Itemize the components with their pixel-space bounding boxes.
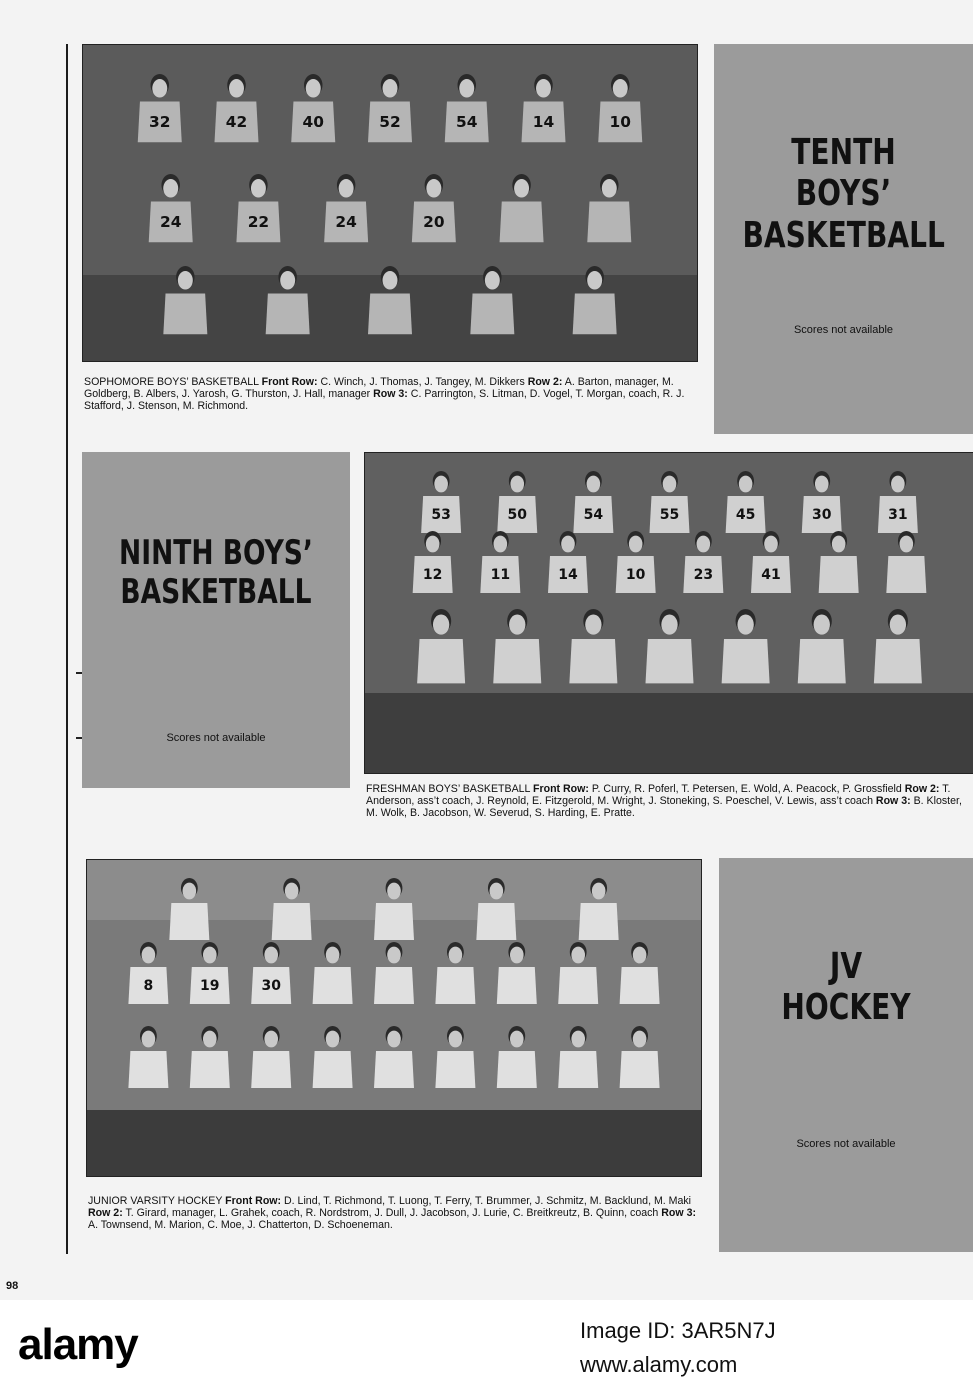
caption-sophomore-basketball xyxy=(84,376,696,412)
jersey-number: 30 xyxy=(812,507,832,523)
jersey-number: 41 xyxy=(761,567,781,583)
section-title-line1: NINTH BOYS’ xyxy=(119,533,313,573)
scores-note: Scores not available xyxy=(793,324,894,336)
caption-row-label: Front Row: xyxy=(533,783,589,795)
caption-row-names: B. Kloster, M. Wolk, B. Jacobson, W. Severud, S. Harding, E. Pratte. xyxy=(366,795,962,819)
caption-row-label: Front Row: xyxy=(225,1195,282,1207)
jersey-number: 55 xyxy=(659,507,680,523)
caption-row-label: Row 3: xyxy=(661,1207,697,1219)
team-photo-sophomore-basketball xyxy=(82,44,698,362)
image-id: Image ID: 3AR5N7J xyxy=(580,1318,776,1343)
section-title-line2: BASKETBALL xyxy=(742,214,945,256)
team-photo-graphic xyxy=(365,453,973,773)
caption-freshman-basketball xyxy=(366,783,970,819)
jersey-number: 50 xyxy=(507,507,527,523)
panel-ninth-basketball xyxy=(82,452,350,788)
caption-row-label: Row 2: xyxy=(904,783,940,795)
caption-row-names: C. Winch, J. Thomas, J. Tangey, M. Dikkers xyxy=(317,376,528,388)
section-title xyxy=(747,946,945,1029)
jersey-number: 53 xyxy=(431,507,451,523)
jersey-number: 22 xyxy=(247,212,270,231)
jersey-number: 45 xyxy=(735,507,756,523)
caption-row-label: Row 2: xyxy=(88,1207,123,1219)
caption-lead: JUNIOR VARSITY HOCKEY xyxy=(88,1195,226,1207)
jersey-number: 20 xyxy=(423,212,445,231)
jersey-number: 12 xyxy=(422,567,443,583)
jersey-number: 14 xyxy=(532,112,555,131)
section-title xyxy=(111,534,320,612)
stock-url[interactable]: www.alamy.com xyxy=(580,1352,738,1377)
scores-note: Scores not available xyxy=(166,732,266,744)
jersey-number: 52 xyxy=(379,112,401,131)
caption-row-label: Row 2: xyxy=(527,376,563,388)
caption-row-names: A. Townsend, M. Marion, C. Moe, J. Chatterton, D. Schoeneman. xyxy=(88,1219,393,1231)
jersey-number: 54 xyxy=(456,112,478,131)
jersey-number: 11 xyxy=(490,567,511,583)
stock-logo[interactable]: alamy xyxy=(18,1320,138,1369)
panel-tenth-basketball xyxy=(714,44,973,434)
caption-row-names: A. Barton, manager, M. Goldberg, B. Albers, J. Yarosh, G. Thurston, J. Hall, manager xyxy=(84,376,674,400)
caption-row-names: C. Parrington, S. Litman, D. Vogel, T. Morgan, coach, R. J. Stafford, J. Stenson, M. Richmond. xyxy=(84,388,685,412)
jersey-number: 8 xyxy=(143,978,154,994)
jersey-number: 10 xyxy=(609,112,631,131)
team-photo-freshman-basketball xyxy=(364,452,973,774)
caption-row-names: D. Lind, T. Richmond, T. Luong, T. Ferry, T. Brummer, J. Schmitz, M. Backlund, M. Maki xyxy=(281,1195,692,1207)
jersey-number: 10 xyxy=(625,567,646,583)
caption-lead: FRESHMAN BOYS’ BASKETBALL xyxy=(366,783,533,795)
jersey-number: 32 xyxy=(149,112,171,131)
page-number: 98 xyxy=(6,1280,19,1292)
section-title-line2: HOCKEY xyxy=(781,987,911,1029)
jersey-number: 19 xyxy=(200,978,220,994)
caption-row-names: T. Anderson, ass’t coach, J. Reynold, E. Fitzgerold, M. Wright, J. Stoneking, S. Poeschel, V. Lewis, ass’t coach xyxy=(366,783,951,807)
jersey-number: 14 xyxy=(558,567,578,583)
team-photo-graphic xyxy=(83,45,697,361)
jersey-number: 23 xyxy=(693,567,714,583)
panel-jv-hockey xyxy=(719,858,973,1252)
jersey-number: 54 xyxy=(583,507,604,523)
stock-footer xyxy=(0,1300,973,1390)
caption-row-label: Row 3: xyxy=(875,795,911,807)
section-title xyxy=(742,132,944,256)
jersey-number: 30 xyxy=(261,978,281,994)
caption-row-label: Row 3: xyxy=(373,388,408,400)
left-margin-rule xyxy=(66,44,68,1254)
jersey-number: 42 xyxy=(225,112,248,131)
jersey-number: 31 xyxy=(888,507,908,523)
section-title-line1: TENTH BOYS’ xyxy=(791,132,896,215)
caption-jv-hockey xyxy=(88,1195,700,1231)
caption-lead: SOPHOMORE BOYS’ BASKETBALL xyxy=(84,376,262,388)
jersey-number: 24 xyxy=(335,212,357,231)
caption-row-label: Front Row: xyxy=(261,376,318,388)
caption-row-names: P. Curry, R. Poferl, T. Petersen, E. Wold, A. Peacock, P. Grossfield xyxy=(588,783,905,795)
jersey-number: 40 xyxy=(302,112,324,131)
section-title-line2: BASKETBALL xyxy=(120,572,312,613)
jersey-number: 24 xyxy=(160,212,182,231)
team-photo-jv-hockey xyxy=(86,859,702,1177)
caption-row-names: T. Girard, manager, L. Grahek, coach, R. Nordstrom, J. Dull, J. Jacobson, J. Lurie, C. Breitkreutz, B. Quinn, coach xyxy=(122,1207,662,1219)
team-photo-graphic xyxy=(87,860,701,1176)
section-title-line1: JV xyxy=(829,946,863,987)
scores-note: Scores not available xyxy=(796,1138,896,1150)
